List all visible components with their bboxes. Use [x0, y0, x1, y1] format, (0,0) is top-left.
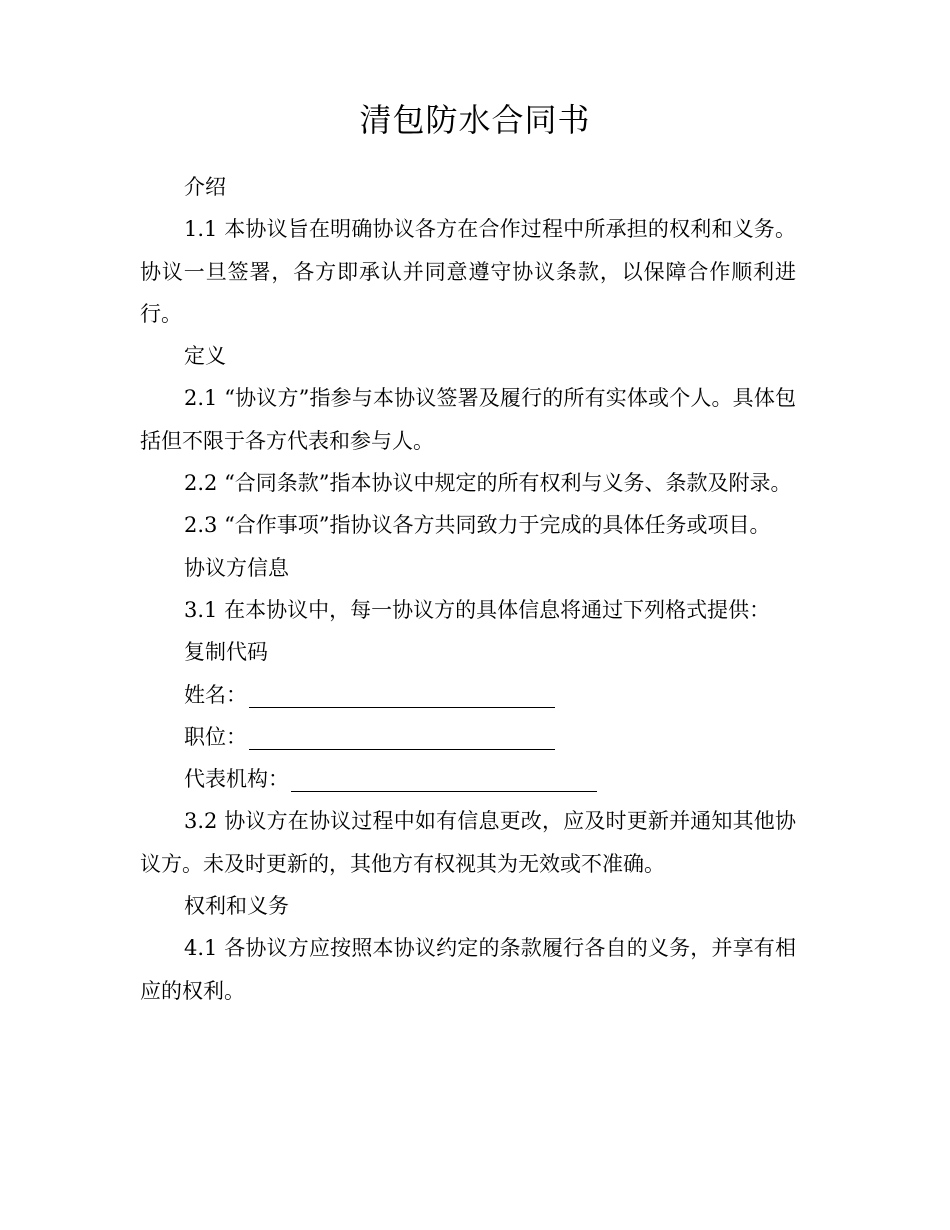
clause-2-1: 2.1 “协议方”指参与本协议签署及履行的所有实体或个人。具体包括但不限于各方代表和参与人。	[140, 386, 796, 453]
section-heading-rights: 权利和义务	[184, 894, 289, 919]
clause-3-2: 3.2 协议方在协议过程中如有信息更改，应及时更新并通知其他协议方。未及时更新的，其他方有权视其为无效或不准确。	[140, 809, 796, 876]
section-heading-parties: 协议方信息	[184, 555, 289, 580]
field-organization-label: 代表机构：	[184, 767, 289, 792]
clause-2-3: 2.3 “合作事项”指协议各方共同致力于完成的具体任务或项目。	[184, 513, 771, 538]
document-body	[140, 166, 796, 1012]
field-position-blank	[249, 748, 555, 750]
clause-1-1: 1.1 本协议旨在明确协议各方在合作过程中所承担的权利和义务。协议一旦签署，各方即承认并同意遵守协议条款，以保障合作顺利进行。	[140, 217, 796, 326]
section-heading-definitions: 定义	[184, 344, 226, 369]
document-title: 清包防水合同书	[359, 101, 591, 139]
clause-3-1: 3.1 在本协议中，每一协议方的具体信息将通过下列格式提供：	[184, 597, 771, 622]
field-position-label: 职位：	[184, 724, 247, 749]
clause-2-2: 2.2 “合同条款”指本协议中规定的所有权利与义务、条款及附录。	[184, 471, 792, 496]
field-name-label: 姓名：	[184, 682, 247, 707]
field-organization	[140, 758, 796, 800]
field-organization-blank	[291, 790, 597, 792]
field-name	[140, 674, 796, 716]
section-heading-intro: 介绍	[184, 175, 226, 199]
copy-code-text: 复制代码	[184, 640, 268, 665]
field-name-blank	[249, 706, 555, 708]
field-position	[140, 716, 796, 758]
clause-4-1: 4.1 各协议方应按照本协议约定的条款履行各自的义务，并享有相应的权利。	[140, 936, 796, 1003]
